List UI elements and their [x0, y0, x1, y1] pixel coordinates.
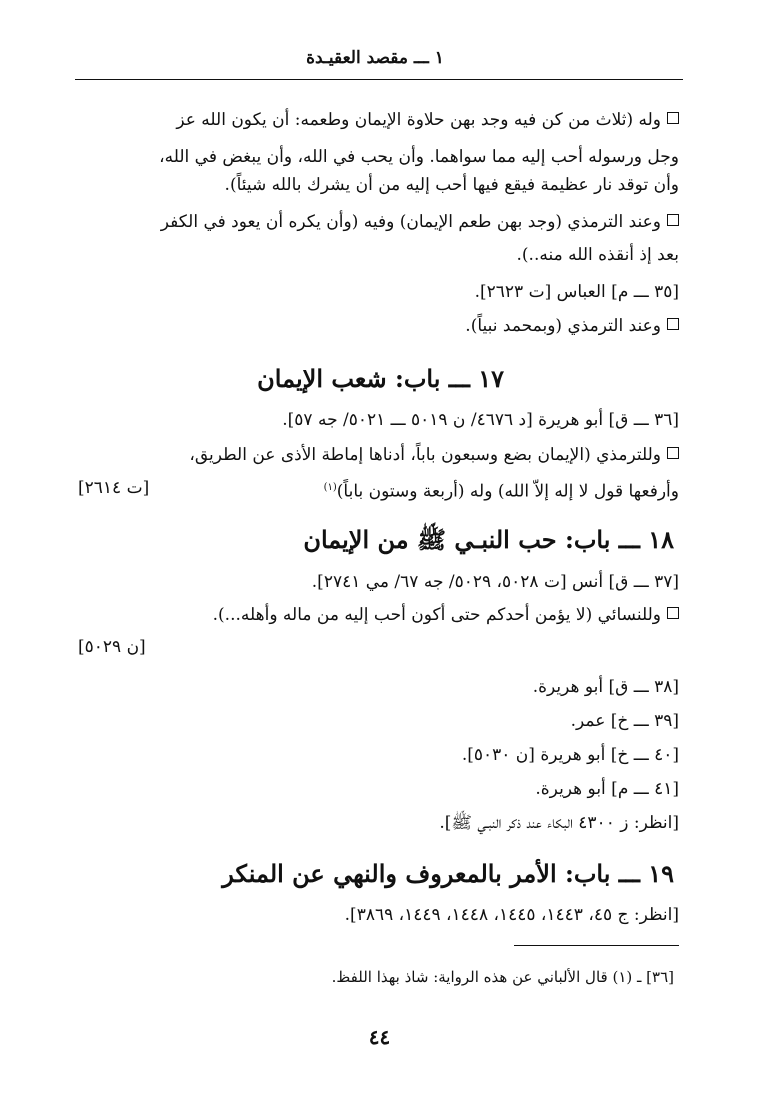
nasai-reference: [ن ٥٠٢٩]: [78, 637, 146, 657]
paragraph-line: وللترمذي (الإيمان بضع وسبعون باباً، أدناها إماطة الأذى عن الطريق،: [189, 443, 679, 467]
footnote-mark: (١): [323, 482, 337, 493]
paragraph-line: وله (ثلاث من كن فيه وجد بهن حلاوة الإيمان وطعمه: أن يكون الله عز: [176, 108, 679, 132]
hadith-reference: [٣٨ ـــ ق] أبو هريرة.: [532, 677, 679, 697]
hadith-reference: [٤٠ ـــ خ] أبو هريرة [ن ٥٠٣٠].: [461, 745, 679, 765]
paragraph-line: بعد إذ أنقذه الله منه..).: [516, 245, 679, 265]
box-bullet-icon: [667, 112, 679, 124]
paragraph-line: وأن توقد نار عظيمة فيقع فيها أحب إليه من أن يشرك بالله شيئاً).: [224, 175, 679, 195]
chapter-heading: ١٩ ـــ باب: الأمر بالمعروف والنهي عن المنكر: [222, 859, 674, 888]
paragraph-line: وعند الترمذي (وبمحمد نبياً).: [465, 314, 679, 338]
running-head: ١ ـــ مقصد العقيـدة: [306, 48, 444, 68]
see-also-reference: [انظر: ج ٤٥، ١٤٤٣، ١٤٤٥، ١٤٤٨، ١٤٤٩، ٣٨٦٩].: [344, 905, 679, 925]
chapter-heading: ١٨ ـــ باب: حب النبـي ﷺ من الإيمان: [303, 525, 674, 554]
tirmidhi-reference: [ت ٢٦١٤]: [78, 478, 150, 498]
footnote: [٣٦] ـ (١) قال الألباني عن هذه الرواية: شاذ بهذا اللفظ.: [331, 968, 674, 986]
hadith-reference: [٣٦ ـــ ق] أبو هريرة [د ٤٦٧٦/ ن ٥٠١٩ ـــ ٥٠٢١/ جه ٥٧].: [282, 410, 679, 430]
box-bullet-icon: [667, 447, 679, 459]
hadith-reference: [٣٥ ـــ م] العباس [ت ٢٦٢٣].: [474, 282, 679, 302]
paragraph-line: وعند الترمذي (وجد بهن طعم الإيمان) وفيه (وأن يكره أن يعود في الكفر: [161, 210, 679, 234]
hadith-reference: [٤١ ـــ م] أبو هريرة.: [535, 779, 679, 799]
box-bullet-icon: [667, 607, 679, 619]
footnote-rule: [514, 945, 679, 946]
header-rule: [75, 79, 683, 80]
hadith-reference: [٣٩ ـــ خ] عمر.: [570, 711, 679, 731]
paragraph-line: وللنسائي (لا يؤمن أحدكم حتى أكون أحب إليه من ماله وأهله...).: [213, 603, 679, 627]
chapter-heading: ١٧ ـــ باب: شعب الإيمان: [257, 364, 504, 393]
paragraph-line: وجل ورسوله أحب إليه مما سواهما. وأن يحب في الله، وأن يبغض في الله،: [159, 147, 679, 167]
see-also-reference: [انظر: ز ٤٣٠٠ البكاء عند ذكر النبـي ﷺ].: [439, 813, 679, 833]
box-bullet-icon: [667, 318, 679, 330]
hadith-reference: [٣٧ ـــ ق] أنس [ت ٥٠٢٨، ٥٠٢٩/ جه ٦٧/ مي ٢٧٤١].: [311, 572, 679, 592]
paragraph-line: وأرفعها قول لا إله إلاّ الله) وله (أربعة وستون باباً)$^{(١)}$: [323, 481, 679, 502]
page-number: ٤٤: [368, 1025, 391, 1049]
box-bullet-icon: [667, 214, 679, 226]
